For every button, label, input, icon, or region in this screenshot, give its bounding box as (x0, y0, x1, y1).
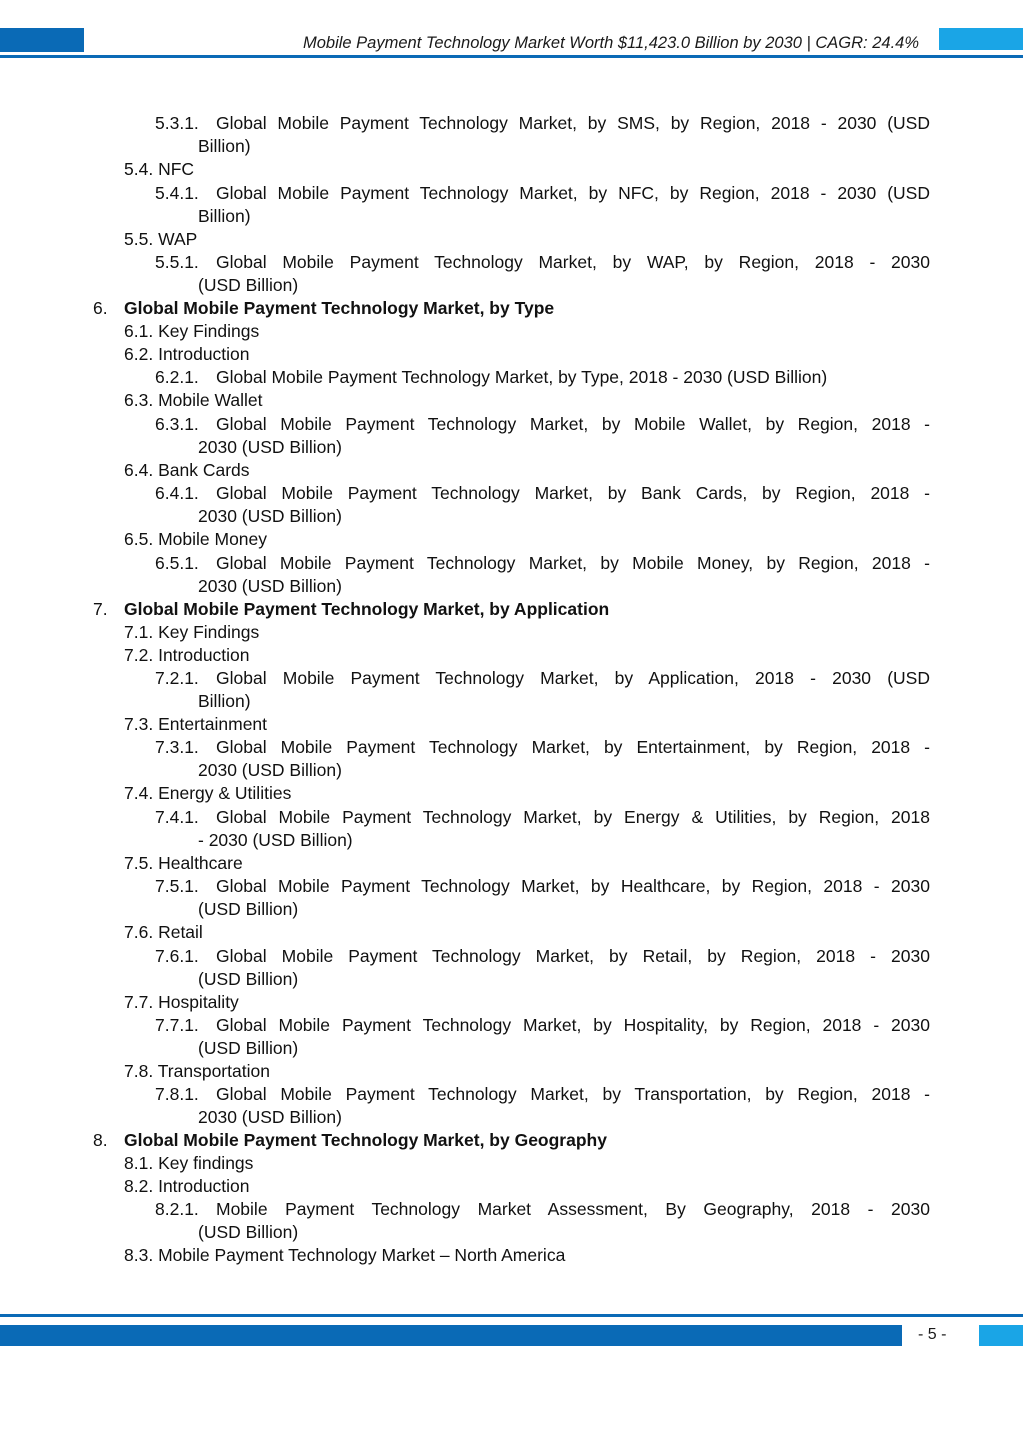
toc-entry-text: Global Mobile Payment Technology Market, by Entertainment, by Region, 2018 - (216, 737, 930, 757)
toc-entry-text: Global Mobile Payment Technology Market, by Transportation, by Region, 2018 - (216, 1084, 930, 1104)
toc-entry-text: Introduction (158, 344, 250, 364)
toc-entry-level2 (124, 1244, 565, 1267)
toc-entry-continuation: 2030 (USD Billion) (198, 1107, 342, 1127)
toc-entry-number: 7.1. (124, 622, 154, 642)
toc-chapter-number: 6. (93, 298, 108, 318)
toc-entry-level3 (155, 1083, 930, 1106)
toc-chapter-heading (93, 1129, 607, 1152)
toc-entry-text: Introduction (158, 1176, 250, 1196)
toc-entry-level2 (124, 991, 239, 1014)
toc-entry-text: Entertainment (158, 714, 268, 734)
toc-entry-level3 (155, 552, 930, 575)
toc-entry-level3 (155, 366, 827, 389)
toc-entry-number: 6.1. (124, 321, 154, 341)
toc-entry-number: 7.7. (124, 992, 154, 1012)
toc-entry-number: 7.3. (124, 714, 154, 734)
toc-entry-number: 6.5. (124, 529, 154, 549)
toc-entry-text: Global Mobile Payment Technology Market, by SMS, by Region, 2018 - 2030 (USD (216, 113, 930, 133)
toc-entry-level2 (124, 389, 262, 412)
toc-entry-number: 7.6. (124, 922, 154, 942)
footer-rule (0, 1314, 1023, 1317)
toc-entry-number: 6.3.1. (155, 414, 199, 434)
toc-entry-text: Bank Cards (158, 460, 250, 480)
toc-entry-level2 (124, 320, 259, 343)
toc-entry-number: 7.2. (124, 645, 154, 665)
toc-entry-number: 5.5.1. (155, 252, 199, 272)
toc-entry-level3 (155, 482, 930, 505)
toc-entry-text: Global Mobile Payment Technology Market, by Mobile Wallet, by Region, 2018 - (216, 414, 930, 434)
toc-entry-continuation: (USD Billion) (198, 1038, 299, 1058)
toc-chapter-title: Global Mobile Payment Technology Market, by Type (124, 298, 555, 318)
toc-entry-continuation: 2030 (USD Billion) (198, 506, 342, 526)
toc-chapter-heading (93, 297, 554, 320)
header-title: Mobile Payment Technology Market Worth $11,423.0 Billion by 2030 | CAGR: 24.4% (302, 34, 919, 52)
footer-bar (0, 1325, 902, 1346)
header-rule (0, 55, 1023, 58)
toc-entry-number: 6.3. (124, 390, 154, 410)
toc-entry-number: 7.4. (124, 783, 154, 803)
toc-entry-level2 (124, 713, 267, 736)
toc-entry-level3 (155, 667, 930, 690)
toc-entry-text: Global Mobile Payment Technology Market, by WAP, by Region, 2018 - 2030 (216, 252, 930, 272)
toc-entry-text: Key Findings (158, 321, 260, 341)
toc-entry-text: Mobile Payment Technology Market – North America (158, 1245, 566, 1265)
toc-entry-level2 (124, 343, 250, 366)
toc-entry-level3 (155, 806, 930, 829)
toc-entry-level2 (124, 621, 259, 644)
toc-entry-continuation: 2030 (USD Billion) (198, 437, 342, 457)
toc-entry-number: 7.5. (124, 853, 154, 873)
toc-entry-text: Key Findings (158, 622, 260, 642)
footer-accent-block-right (979, 1325, 1023, 1346)
toc-entry-number: 5.4.1. (155, 183, 199, 203)
toc-entry-number: 5.4. (124, 159, 154, 179)
toc-entry-text: Transportation (157, 1061, 270, 1081)
toc-entry-continuation: Billion) (198, 206, 251, 226)
toc-entry-number: 6.2. (124, 344, 154, 364)
toc-entry-text: Introduction (158, 645, 250, 665)
toc-entry-level2 (124, 1060, 270, 1083)
toc-entry-number: 7.5.1. (155, 876, 199, 896)
toc-entry-text: Mobile Wallet (158, 390, 263, 410)
toc-entry-level3 (155, 182, 930, 205)
toc-entry-text: Retail (158, 922, 203, 942)
toc-entry-continuation: (USD Billion) (198, 899, 299, 919)
toc-entry-level3 (155, 875, 930, 898)
toc-entry-number: 7.2.1. (155, 668, 199, 688)
toc-entry-number: 7.4.1. (155, 807, 199, 827)
toc-entry-level2 (124, 852, 243, 875)
toc-entry-number: 7.8. (124, 1061, 154, 1081)
toc-entry-text: Mobile Money (158, 529, 268, 549)
toc-entry-number: 8.1. (124, 1153, 154, 1173)
toc-entry-number: 7.8.1. (155, 1084, 199, 1104)
toc-chapter-number: 7. (93, 599, 108, 619)
toc-entry-level2 (124, 921, 203, 944)
toc-entry-continuation: (USD Billion) (198, 1222, 299, 1242)
toc-entry-text: Global Mobile Payment Technology Market, by Retail, by Region, 2018 - 2030 (216, 946, 930, 966)
toc-entry-text: WAP (158, 229, 198, 249)
toc-entry-number: 6.4.1. (155, 483, 199, 503)
toc-entry-level3 (155, 413, 930, 436)
header-accent-block-right (939, 28, 1023, 50)
toc-entry-text: Global Mobile Payment Technology Market, by Type, 2018 - 2030 (USD Billion) (216, 367, 828, 387)
toc-entry-text: Global Mobile Payment Technology Market, by Healthcare, by Region, 2018 - 2030 (216, 876, 930, 896)
toc-entry-number: 6.2.1. (155, 367, 199, 387)
toc-entry-text: Global Mobile Payment Technology Market, by Hospitality, by Region, 2018 - 2030 (216, 1015, 930, 1035)
toc-entry-text: Mobile Payment Technology Market Assessment, By Geography, 2018 - 2030 (216, 1199, 930, 1219)
toc-entry-text: Healthcare (158, 853, 243, 873)
toc-chapter-number: 8. (93, 1130, 108, 1150)
page-number: - 5 - (918, 1326, 947, 1343)
toc-chapter-title: Global Mobile Payment Technology Market, by Application (124, 599, 610, 619)
toc-entry-level3 (155, 736, 930, 759)
toc-entry-level2 (124, 782, 291, 805)
toc-entry-number: 5.3.1. (155, 113, 199, 133)
toc-entry-number: 6.5.1. (155, 553, 199, 573)
toc-entry-continuation: (USD Billion) (198, 969, 299, 989)
toc-entry-number: 7.3.1. (155, 737, 199, 757)
toc-entry-text: Global Mobile Payment Technology Market, by Mobile Money, by Region, 2018 - (216, 553, 930, 573)
toc-entry-text: Global Mobile Payment Technology Market, by Energy & Utilities, by Region, 2018 (216, 807, 930, 827)
toc-chapter-heading (93, 598, 609, 621)
toc-entry-level2 (124, 459, 250, 482)
toc-entry-number: 5.5. (124, 229, 154, 249)
header-accent-block-left (0, 28, 84, 52)
toc-entry-number: 6.4. (124, 460, 154, 480)
toc-entry-level2 (124, 528, 267, 551)
toc-entry-text: Key findings (158, 1153, 254, 1173)
toc-entry-number: 8.2.1. (155, 1199, 199, 1219)
toc-entry-text: NFC (158, 159, 195, 179)
toc-entry-level3 (155, 112, 930, 135)
toc-entry-text: Energy & Utilities (158, 783, 292, 803)
toc-entry-number: 7.7.1. (155, 1015, 199, 1035)
toc-entry-number: 8.2. (124, 1176, 154, 1196)
toc-entry-level2 (124, 228, 197, 251)
toc-entry-number: 8.3. (124, 1245, 154, 1265)
toc-entry-level2 (124, 1152, 253, 1175)
toc-entry-text: Global Mobile Payment Technology Market, by NFC, by Region, 2018 - 2030 (USD (216, 183, 930, 203)
toc-entry-continuation: Billion) (198, 136, 251, 156)
toc-entry-continuation: - 2030 (USD Billion) (198, 830, 353, 850)
toc-entry-continuation: 2030 (USD Billion) (198, 576, 342, 596)
toc-entry-continuation: 2030 (USD Billion) (198, 760, 342, 780)
toc-entry-continuation: Billion) (198, 691, 251, 711)
toc-chapter-title: Global Mobile Payment Technology Market, by Geography (124, 1130, 607, 1150)
toc-entry-level3 (155, 945, 930, 968)
toc-entry-continuation: (USD Billion) (198, 275, 299, 295)
toc-entry-text: Global Mobile Payment Technology Market, by Application, 2018 - 2030 (USD (216, 668, 930, 688)
toc-entry-level3 (155, 1198, 930, 1221)
toc-entry-level2 (124, 1175, 250, 1198)
toc-entry-text: Hospitality (158, 992, 239, 1012)
toc-entry-level3 (155, 251, 930, 274)
toc-entry-text: Global Mobile Payment Technology Market, by Bank Cards, by Region, 2018 - (216, 483, 930, 503)
toc-entry-level2 (124, 644, 250, 667)
toc-entry-level3 (155, 1014, 930, 1037)
toc-entry-number: 7.6.1. (155, 946, 199, 966)
toc-entry-level2 (124, 158, 194, 181)
